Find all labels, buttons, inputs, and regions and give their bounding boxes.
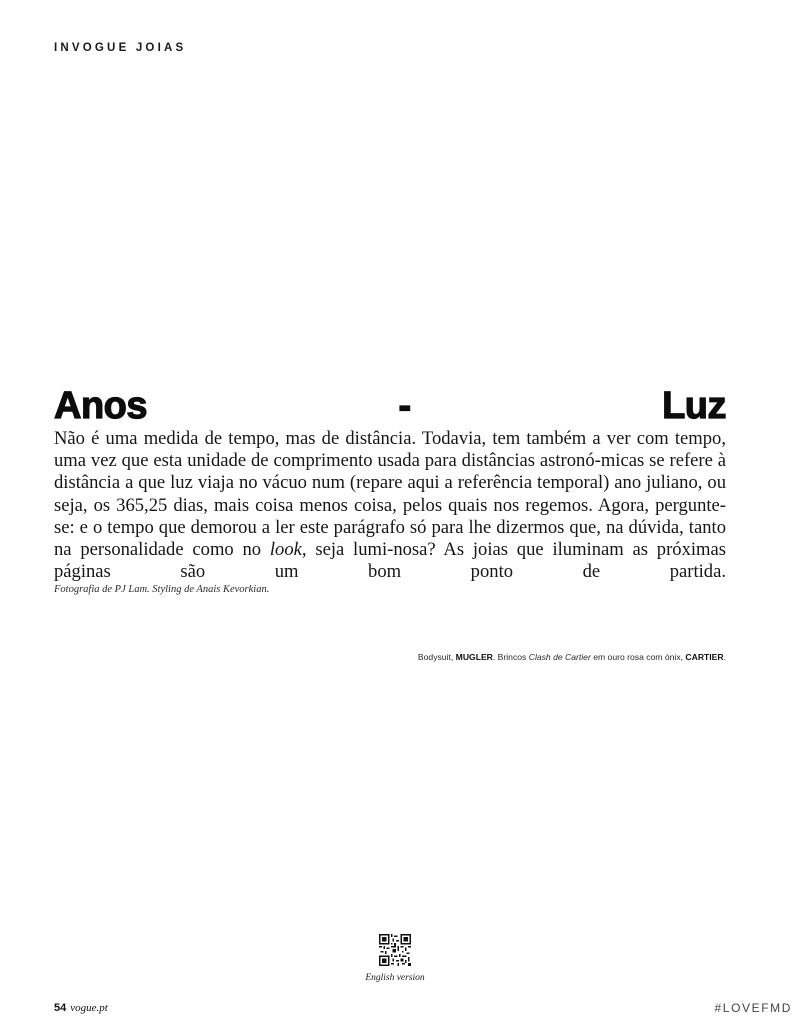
page-number: 54: [54, 1002, 67, 1014]
caption-brand-mugler: MUGLER: [455, 652, 493, 662]
section-label: INVOGUE JOIAS: [54, 42, 187, 54]
headline-word-anos: Anos: [54, 385, 147, 427]
caption-end: .: [723, 652, 726, 662]
qr-code-icon[interactable]: [379, 934, 411, 966]
intro-text-part2: , seja lumi-nosa? As joias que iluminam as próximas páginas são um bom ponto de partida.: [54, 539, 726, 583]
english-version-link[interactable]: English version: [365, 973, 425, 983]
page-folio: [54, 1002, 108, 1014]
headline-word-luz: Luz: [662, 385, 726, 427]
site-name: vogue.pt: [70, 1002, 108, 1014]
intro-paragraph: [54, 428, 726, 583]
product-caption: [418, 652, 726, 662]
caption-item1: Bodysuit,: [417, 652, 456, 662]
watermark: #LOVEFMD: [714, 1001, 792, 1015]
headline-dash: -: [398, 385, 411, 427]
caption-separator: . Brincos: [492, 652, 529, 662]
intro-look-word: look: [269, 539, 302, 561]
caption-item2-name: Clash de Cartier: [528, 652, 591, 662]
intro-text-part1: Não é uma medida de tempo, mas de distância. Todavia, tem também a ver com tempo, uma vez que esta unidade de comprimento usada para distâncias astronó-micas se refere à distância a que luz viaja no vácuo num (repare aqui a referência temporal) ano juliano, ou seja, os 365,25 dias, mais coisa menos coisa, pelos quais nos regemos. Agora, pergunte-se: e o tempo que demorou a ler este parágrafo só para lhe dizermos que, na dúvida, tanto na personalidade como no: [54, 428, 726, 561]
article-headline: [54, 384, 726, 428]
caption-item2-desc: em ouro rosa com ónix,: [590, 652, 686, 662]
photo-credit: Fotografia de PJ Lam. Styling de Anais Kevorkian.: [54, 584, 270, 595]
caption-brand-cartier: CARTIER: [685, 652, 724, 662]
